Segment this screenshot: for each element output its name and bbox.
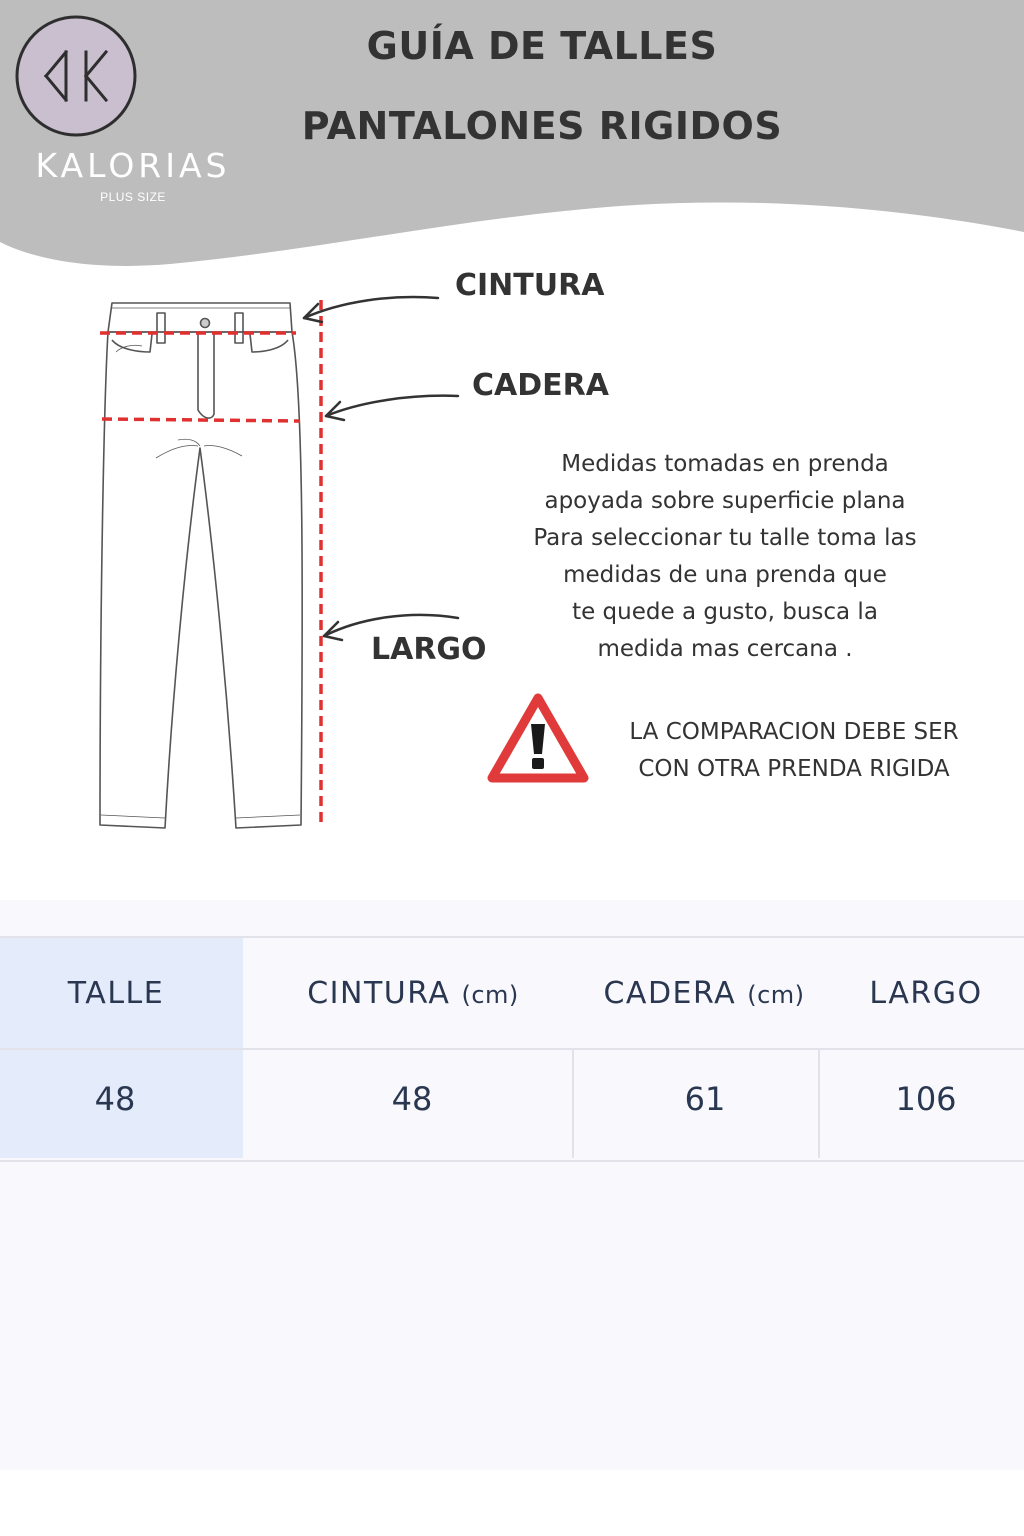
instruction-line: apoyada sobre superficie plana [544,488,906,514]
header-cadera-label: CADERA [603,976,737,1011]
brand-logo [14,14,138,138]
button-icon [201,319,210,328]
column-divider [572,1050,574,1158]
cell-cadera: 61 [684,1080,726,1118]
brand-name: KALORIAS [35,146,231,185]
pants-illustration [0,280,520,840]
cadera-arrow [326,396,458,416]
waistband [108,303,292,332]
cell-largo: 106 [895,1080,957,1118]
instruction-line: te quede a gusto, busca la [572,599,878,625]
cintura-arrow [304,297,438,318]
warning-line: LA COMPARACION DEBE SER [629,719,959,745]
cell-cintura: 48 [391,1080,433,1118]
page-title: GUÍA DE TALLES [366,24,718,68]
header-largo-label: LARGO [869,976,983,1011]
header-cadera-unit: (cm) [747,981,805,1009]
warning-triangle-icon [486,690,590,786]
instruction-line: Medidas tomadas en prenda [561,451,889,477]
warning-message [594,714,994,788]
brand-subtitle: PLUS SIZE [100,190,166,204]
header-cadera [578,976,830,1011]
instruction-line: medida mas cercana . [597,636,853,662]
label-cintura: CINTURA [455,268,605,303]
hip-measure-line [102,419,300,421]
header-cintura-unit: (cm) [461,981,519,1009]
size-table [0,936,1024,1162]
header-largo [834,976,1018,1011]
pants-outline [100,332,302,828]
header-talle-label: TALLE [67,976,165,1011]
instruction-line: medidas de una prenda que [563,562,887,588]
instruction-line: Para seleccionar tu talle toma las [533,525,917,551]
warning-line: CON OTRA PRENDA RIGIDA [638,756,950,782]
cell-talle: 48 [94,1080,136,1118]
column-divider [818,1050,820,1158]
header-cintura [270,976,556,1011]
label-largo: LARGO [371,632,487,667]
page-subtitle: PANTALONES RIGIDOS [301,104,783,148]
label-cadera: CADERA [472,368,609,403]
header-cintura-label: CINTURA [307,976,451,1011]
row-divider [0,1048,1024,1050]
measurement-instructions [506,446,944,668]
header-talle [0,976,232,1011]
